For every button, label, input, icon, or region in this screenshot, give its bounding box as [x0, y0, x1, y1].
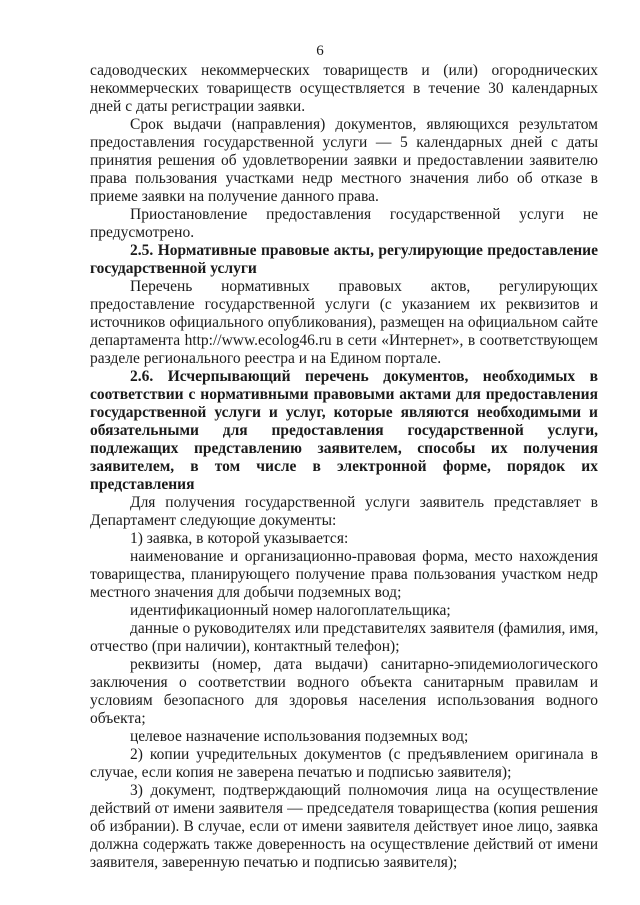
text-line: Приостановление предоставления государственной услуги не	[130, 206, 598, 223]
page-number: 6	[316, 43, 324, 59]
text-line: случае, если копия не заверена печатью и подписью заявителя);	[90, 764, 512, 781]
text-line: наименование и организационно-правовая форма, место нахождения	[130, 548, 598, 565]
text-line: заключения о соответствии водного объекта санитарным правилам и	[90, 674, 598, 691]
text-line: условиям безопасного для здоровья населения использования водного	[90, 692, 598, 709]
text-line: данные о руководителях или представителях заявителя (фамилия, имя,	[130, 620, 599, 637]
text-line: 3) документ, подтверждающий полномочия лица на осуществление	[130, 782, 598, 799]
text-line: 2.5. Нормативные правовые акты, регулирующие предоставление	[130, 242, 598, 259]
text-line: государственной услуги и услуг, которые являются необходимыми и	[90, 404, 598, 421]
text-line: предусмотрено.	[90, 224, 195, 241]
text-line: садоводческих некоммерческих товариществ и (или) огороднических	[90, 62, 598, 79]
text-line: представления	[90, 476, 195, 493]
text-line: местного значения для добычи подземных вод;	[90, 584, 402, 601]
text-line: 2.6. Исчерпывающий перечень документов, необходимых в	[130, 368, 598, 385]
text-line: права пользования участками недр местного значения либо об отказе в	[90, 170, 598, 187]
text-line: Перечень нормативных правовых актов, регулирующих	[130, 278, 598, 295]
text-line: заявителем, в том числе в электронной форме, порядок их	[90, 458, 598, 475]
text-line: некоммерческих товариществ осуществляется в течение 30 календарных	[90, 80, 598, 97]
text-line: разделе регионального реестра и на Едином портале.	[90, 350, 442, 367]
text-line: товарищества, планирующего получение права пользования участком недр	[90, 566, 598, 583]
text-line: предоставления государственной услуги — 5 календарных дней с даты	[90, 134, 598, 151]
text-line: реквизиты (номер, дата выдачи) санитарно-эпидемиологического	[130, 656, 598, 673]
text-line: подлежащих представлению заявителем, способы их получения	[90, 440, 598, 457]
document-body	[90, 62, 598, 872]
text-line: об избрании). В случае, если от имени заявителя действует иное лицо, заявка	[90, 818, 598, 835]
text-line: соответствии с нормативными правовыми актами для предоставления	[90, 386, 598, 403]
text-line: Для получения государственной услуги заявитель представляет в	[130, 494, 598, 511]
text-line: Департамент следующие документы:	[90, 512, 337, 529]
text-line: принятия решения об удовлетворении заявки и предоставлении заявителю	[90, 152, 598, 169]
text-line: предоставление государственной услуги (с указанием их реквизитов и	[90, 296, 598, 313]
text-line: источников официального опубликования), размещен на официальном сайте	[90, 314, 598, 331]
text-line: приеме заявки на получение данного права.	[90, 188, 379, 205]
text-line: действий от имени заявителя — председателя товарищества (копия решения	[90, 800, 598, 817]
text-line: идентификационный номер налогоплательщика;	[130, 602, 451, 619]
text-line: обязательными для предоставления государственной услуги,	[90, 422, 598, 439]
text-line: Срок выдачи (направления) документов, являющихся результатом	[130, 116, 598, 133]
text-line: заявителя, заверенную печатью и подписью заявителя);	[90, 854, 458, 871]
text-line: 2) копии учредительных документов (с предъявлением оригинала в	[130, 746, 598, 763]
text-line: дней с даты регистрации заявки.	[90, 98, 306, 115]
text-line: объекта;	[90, 710, 146, 727]
text-line: целевое назначение использования подземных вод;	[130, 728, 469, 745]
text-line: государственной услуги	[90, 260, 257, 277]
text-line: отчество (при наличии), контактный телефон);	[90, 638, 400, 655]
text-line: должна содержать также доверенность на осуществление действий от имени	[90, 836, 598, 853]
text-line: департамента http://www.ecolog46.ru в сети «Интернет», в соответствующем	[90, 332, 598, 349]
text-line: 1) заявка, в которой указывается:	[130, 530, 349, 547]
